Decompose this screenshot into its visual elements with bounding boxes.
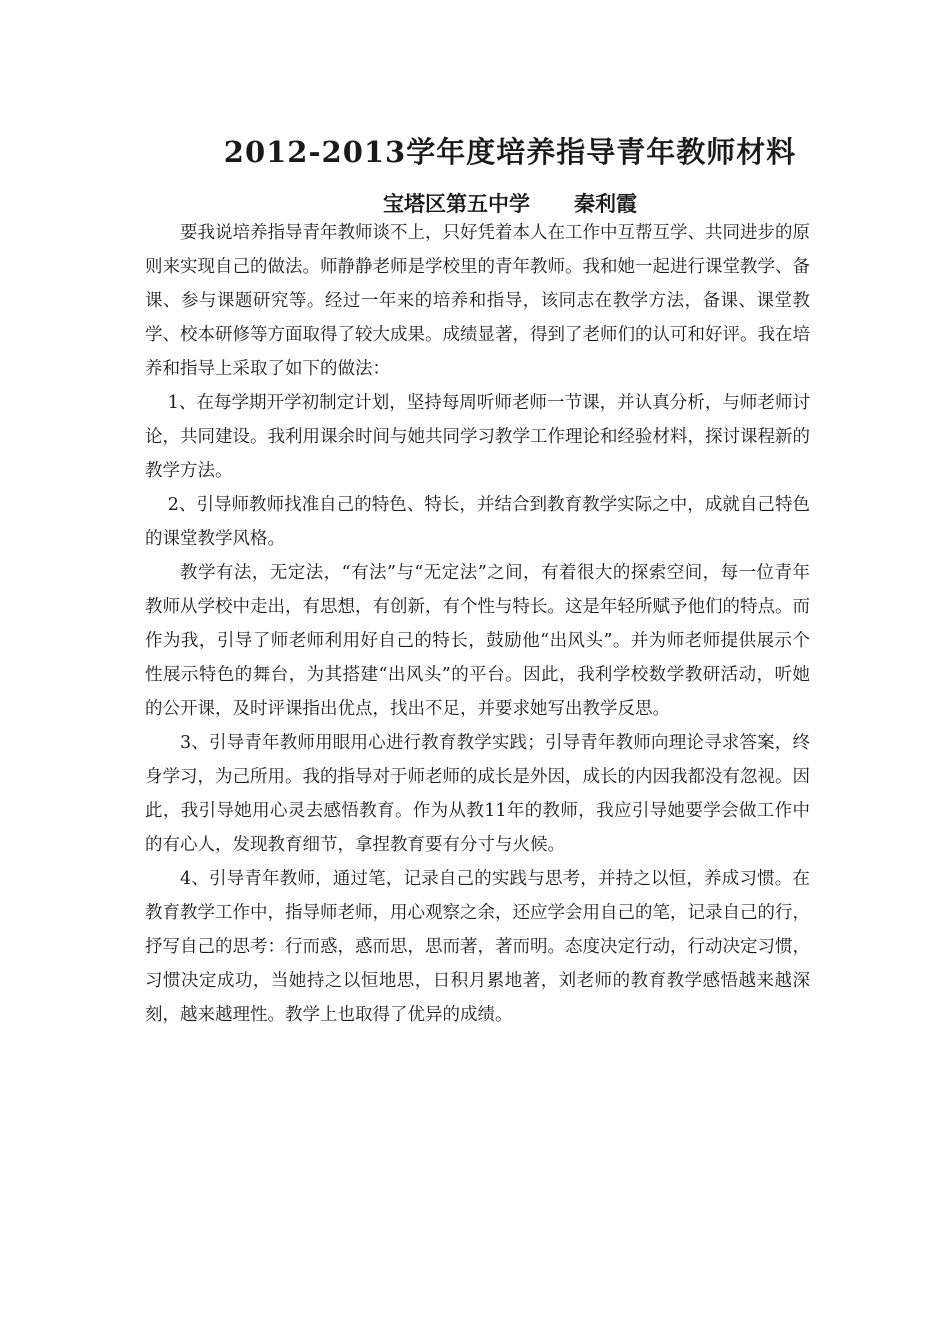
author-line — [0, 188, 950, 218]
paragraph-item-3: 3、引导青年教师用眼用心进行教育教学实践；引导青年教师向理论寻求答案，终身学习，为己所用。我的指导对于师老师的成长是外因，成长的内因我都没有忽视。因此，我引导她用心灵去感悟教育。作为从教11年的教师，我应引导她要学会做工作中的有心人，发现教育细节，拿捏教育要有分寸与火候。 — [145, 733, 810, 855]
paragraph-item-1: 1、在每学期开学初制定计划，坚持每周听师老师一节课，并认真分析，与师老师讨论，共同建设。我利用课余时间与她共同学习教学工作理论和经验材料，探讨课程新的教学方法。 — [145, 393, 810, 481]
document-title: 2012-2013学年度培养指导青年教师材料 — [223, 135, 797, 169]
paragraph-item-4: 4、引导青年教师，通过笔，记录自己的实践与思考，并持之以恒，养成习惯。在教育教学工作中，指导师老师，用心观察之余，还应学会用自己的笔，记录自己的行，抒写自己的思考：行而惑，惑而思，思而著，著而明。态度决定行动，行动决定习惯，习惯决定成功，当她持之以恒地思，日积月累地著，刘老师的教育教学感悟越来越深刻，越来越理性。教学上也取得了优异的成绩。 — [145, 869, 810, 1025]
school-name: 宝塔区第五中学 — [383, 191, 530, 216]
document-body — [145, 216, 810, 1032]
author-name: 秦利霞 — [574, 191, 637, 216]
paragraph-item-2: 2、引导师教师找准自己的特色、特长，并结合到教育教学实际之中，成就自己特色的课堂教学风格。 — [145, 495, 810, 549]
paragraph-intro: 要我说培养指导青年教师谈不上，只好凭着本人在工作中互帮互学、共同进步的原则来实现自己的做法。师静静老师是学校里的青年教师。我和她一起进行课堂教学、备课、参与课题研究等。经过一年来的培养和指导，该同志在教学方法，备课、课堂教学、校本研修等方面取得了较大成果。成绩显著，得到了老师们的认可和好评。我在培养和指导上采取了如下的做法： — [145, 223, 810, 379]
paragraph-teaching-method: 教学有法，无定法，“有法”与“无定法”之间，有着很大的探索空间，每一位青年教师从学校中走出，有思想，有创新，有个性与特长。这是年轻所赋予他们的特点。而作为我，引导了师老师利用好自己的特长，鼓励他“出风头”。并为师老师提供展示个性展示特色的舞台，为其搭建“出风头”的平台。因此，我利学校数学教研活动，听她的公开课，及时评课指出优点，找出不足，并要求她写出教学反思。 — [145, 563, 810, 719]
